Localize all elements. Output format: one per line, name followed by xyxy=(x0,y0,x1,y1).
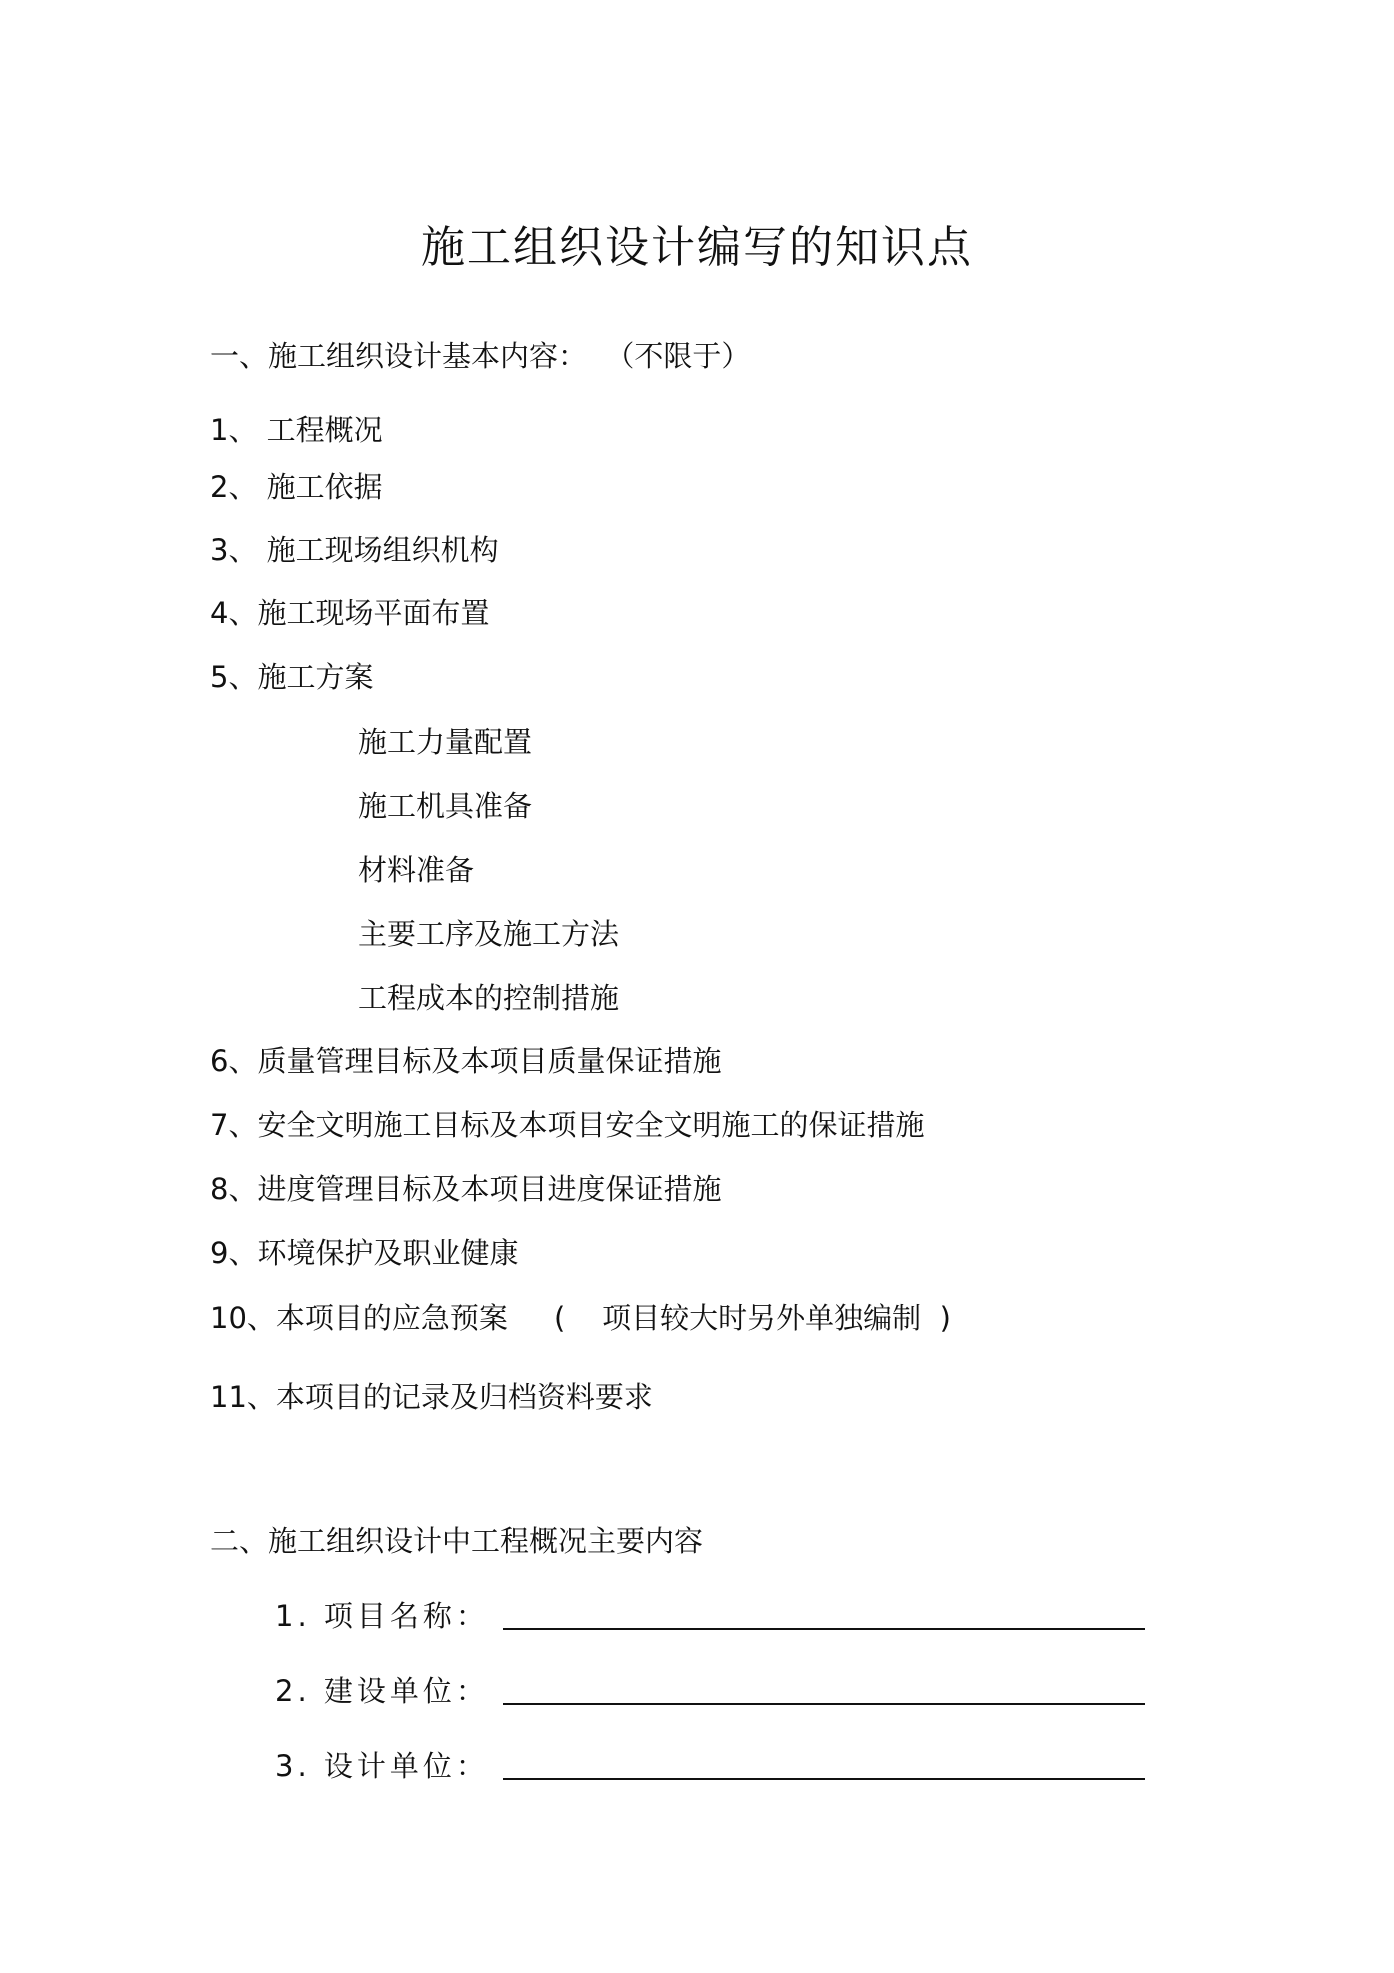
section-2-heading: 二、施工组织设计中工程概况主要内容 xyxy=(210,1524,704,1558)
list-item: 5、施工方案 xyxy=(210,660,374,694)
form-field-design-unit xyxy=(275,1742,1145,1786)
sub-list-item: 施工机具准备 xyxy=(358,789,533,823)
field-label: 1. 项目名称： xyxy=(275,1599,489,1633)
list-item: 8、进度管理目标及本项目进度保证措施 xyxy=(210,1172,722,1206)
blank-line xyxy=(503,1778,1145,1780)
list-item: 2、 施工依据 xyxy=(210,470,383,504)
form-field-project-name xyxy=(275,1592,1145,1636)
form-field-construction-unit xyxy=(275,1667,1145,1711)
field-label: 2. 建设单位： xyxy=(275,1674,489,1708)
blank-line xyxy=(503,1703,1145,1705)
sub-list-item: 工程成本的控制措施 xyxy=(358,981,620,1015)
section-1-heading: 一、施工组织设计基本内容： （不限于） xyxy=(210,339,751,373)
field-label: 3. 设计单位： xyxy=(275,1749,489,1783)
list-item: 11、本项目的记录及归档资料要求 xyxy=(210,1380,653,1414)
list-item: 6、质量管理目标及本项目质量保证措施 xyxy=(210,1044,722,1078)
list-item: 4、施工现场平面布置 xyxy=(210,596,490,630)
list-item: 7、安全文明施工目标及本项目安全文明施工的保证措施 xyxy=(210,1108,925,1142)
sub-list-item: 施工力量配置 xyxy=(358,725,533,759)
sub-list-item: 主要工序及施工方法 xyxy=(358,917,620,951)
document-title: 施工组织设计编写的知识点 xyxy=(421,222,973,273)
list-item: 10、本项目的应急预案 ( 项目较大时另外单独编制 ) xyxy=(210,1301,951,1335)
sub-list-item: 材料准备 xyxy=(358,853,475,887)
list-item: 9、环境保护及职业健康 xyxy=(210,1236,519,1270)
blank-line xyxy=(503,1628,1145,1630)
list-item: 1、 工程概况 xyxy=(210,413,383,447)
list-item: 3、 施工现场组织机构 xyxy=(210,533,499,567)
